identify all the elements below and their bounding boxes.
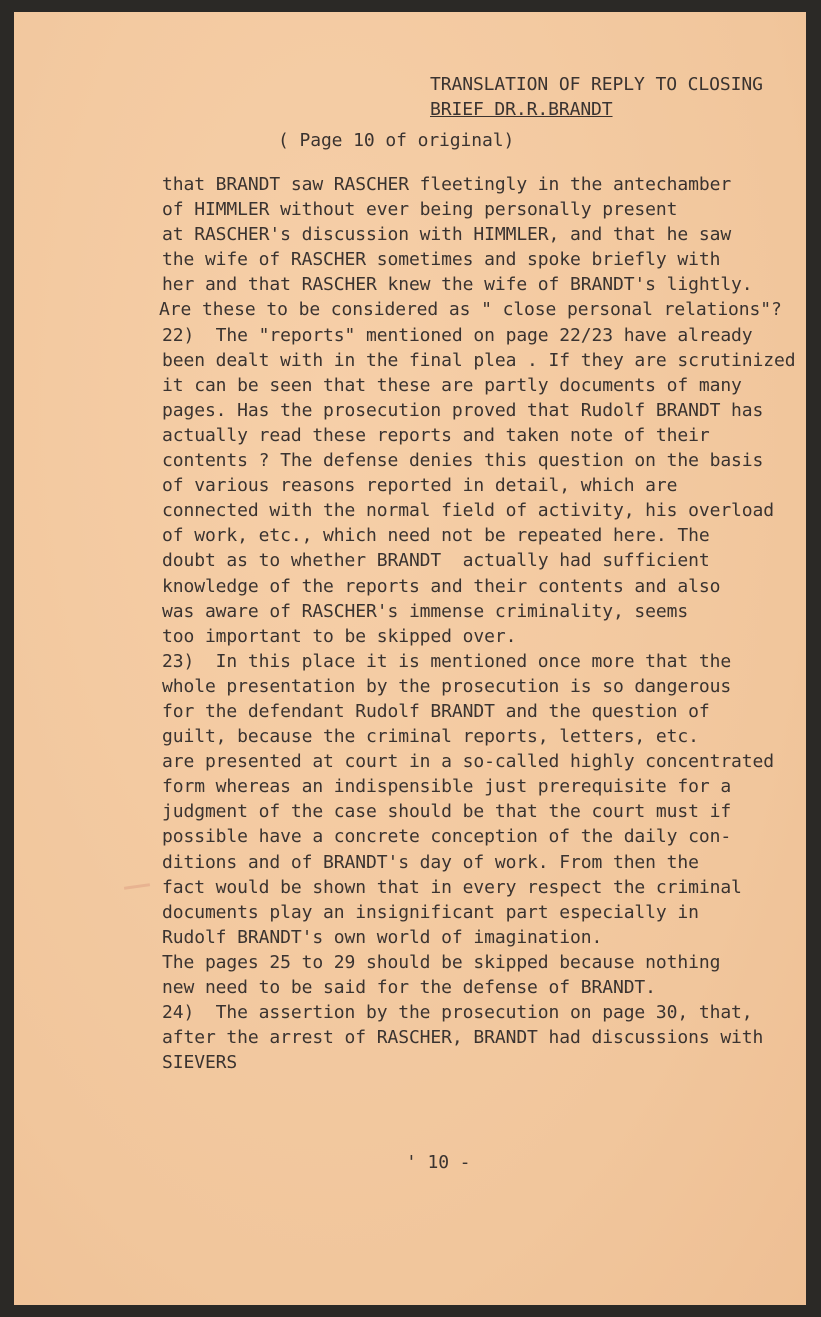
- text-line: the wife of RASCHER sometimes and spoke briefly with: [162, 249, 721, 271]
- text-line: judgment of the case should be that the court must if: [162, 801, 732, 823]
- text-line: at RASCHER's discussion with HIMMLER, and that he saw: [162, 224, 732, 246]
- text-line: possible have a concrete conception of the daily con-: [162, 826, 732, 848]
- text-line: it can be seen that these are partly documents of many: [162, 374, 742, 396]
- text-line: of various reasons reported in detail, which are: [162, 475, 678, 497]
- text-line: that BRANDT saw RASCHER fleetingly in the antechamber: [162, 174, 732, 195]
- text-line: of HIMMLER without ever being personally present: [162, 199, 678, 221]
- text-line: SIEVERS: [162, 1052, 238, 1074]
- text-line: knowledge of the reports and their contents and also: [162, 575, 721, 597]
- document-title: [430, 72, 763, 122]
- text-line: too important to be skipped over.: [162, 625, 517, 647]
- text-line: ditions and of BRANDT's day of work. From then the: [162, 851, 699, 873]
- text-line: contents ? The defense denies this question on the basis: [162, 450, 764, 472]
- text-line: connected with the normal field of activity, his overload: [162, 500, 775, 522]
- text-line: are presented at court in a so-called highly concentrated: [162, 751, 775, 773]
- text-line: pages. Has the prosecution proved that Rudolf BRANDT has: [162, 399, 764, 421]
- text-line: Rudolf BRANDT's own world of imagination.: [162, 926, 603, 948]
- text-line: form whereas an indispensible just prerequisite for a: [162, 776, 732, 798]
- page-number: ' 10 -: [406, 1152, 471, 1173]
- text-line: been dealt with in the final plea . If they are scrutinized: [162, 349, 796, 371]
- text-line: 22) The "reports" mentioned on page 22/23 have already: [162, 324, 753, 346]
- text-line: guilt, because the criminal reports, letters, etc.: [162, 726, 699, 748]
- text-line: whole presentation by the prosecution is so dangerous: [162, 675, 732, 697]
- text-line: doubt as to whether BRANDT actually had sufficient: [162, 550, 710, 572]
- title-line-2: BRIEF DR.R.BRANDT: [430, 99, 613, 120]
- text-line: fact would be shown that in every respect the criminal: [162, 876, 742, 898]
- text-line: new need to be said for the defense of BRANDT.: [162, 977, 656, 998]
- text-line: her and that RASCHER knew the wife of BRANDT's lightly.: [162, 274, 753, 296]
- text-line: The pages 25 to 29 should be skipped because nothing: [162, 951, 721, 973]
- text-line: 23) In this place it is mentioned once more that the: [162, 650, 732, 672]
- text-line: of work, etc., which need not be repeated here. The: [162, 525, 710, 547]
- title-line-1: TRANSLATION OF REPLY TO CLOSING: [430, 74, 763, 95]
- text-line: for the defendant Rudolf BRANDT and the question of: [162, 700, 710, 722]
- text-line: after the arrest of RASCHER, BRANDT had discussions with: [162, 1027, 764, 1049]
- text-line: actually read these reports and taken note of their: [162, 424, 710, 446]
- text-line: was aware of RASCHER's immense criminality, seems: [162, 600, 689, 622]
- text-line: 24) The assertion by the prosecution on page 30, that,: [162, 1002, 753, 1024]
- body-text: [159, 172, 796, 1075]
- text-line: Are these to be considered as " close personal relations"?: [159, 299, 782, 321]
- document-page: [14, 12, 806, 1305]
- stain-mark: [124, 883, 150, 890]
- text-line: documents play an insignificant part especially in: [162, 901, 699, 923]
- page-reference: ( Page 10 of original): [278, 130, 515, 151]
